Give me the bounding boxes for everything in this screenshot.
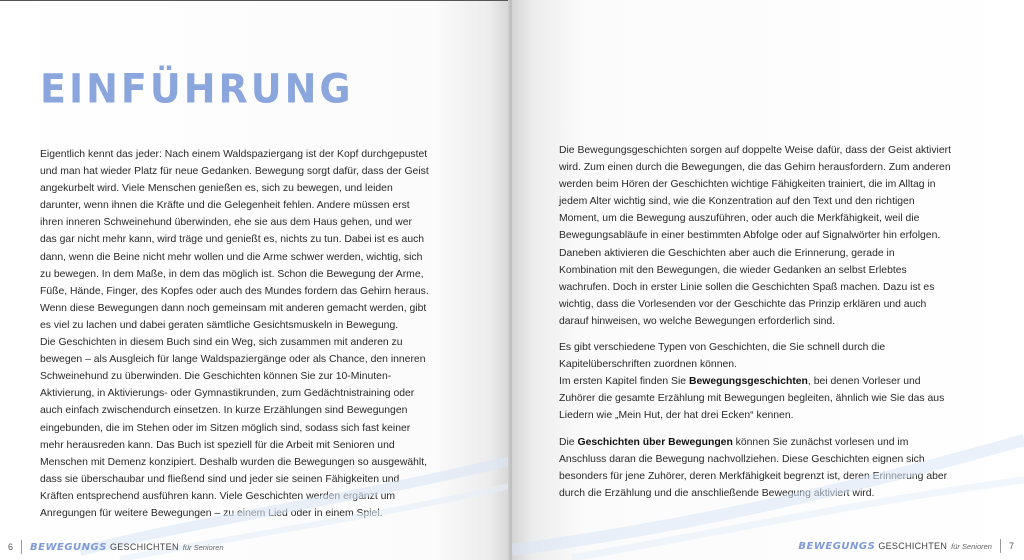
bold-term-bewegungsgeschichten: Bewegungsgeschichten xyxy=(688,376,808,388)
footer-brand-geschichten: GESCHICHTEN xyxy=(109,542,179,552)
right-text-column xyxy=(559,142,954,502)
text-span: , bei denen Vorleser und Zuhörer die gesamte Erzählung mit Bewegungen begleiten, ähnlich wie Sie das aus Liedern wie „Mein Hut, der hat drei Ecken“ kennen. xyxy=(559,376,945,422)
text-span: Die xyxy=(559,436,578,448)
footer-brand-geschichten: GESCHICHTEN xyxy=(878,541,948,551)
right-paragraph-3 xyxy=(559,373,954,424)
right-paragraph-4 xyxy=(559,434,954,502)
page-number: 7 xyxy=(1008,541,1014,551)
footer-brand-senioren: für Senioren xyxy=(951,541,992,551)
footer-brand-bewegungs: BEWEGUNGS xyxy=(30,541,107,553)
left-text-column xyxy=(40,146,430,522)
footer-brand-senioren: für Senioren xyxy=(182,542,224,552)
right-page xyxy=(512,0,1024,560)
right-paragraph-1: Die Bewegungsgeschichten sorgen auf doppelte Weise dafür, dass der Geist aktiviert wird. Zum einen durch die Bewegungen, die das Gehirn herausfordern. Zum anderen werden beim Hören der Geschichten wichtige Fähigkeiten trainiert, die im Alltag in jedem Alter wichtig sind, wie die Konzentration auf den Text und den richtigen Moment, um die Bewegung auszuführen, oder auch die Merkfähigkeit, weil die Bewegungsabläufe in einer bestimmten Abfolge oder auf Signalwörter hin erfolgen. Daneben aktivieren die Geschichten aber auch die Erinnerung, gerade in Kombination mit den Bewegungen, die wieder Gedanken an selbst Erlebtes wachrufen. Doch in erster Linie sollen die Geschichten Spaß machen. Dazu ist es wichtig, dass die Vorlesenden vor der Geschichte das Prinzip erklären und auch darauf hinweisen, wo welche Bewegungen erforderlich sind. xyxy=(559,145,951,327)
chapter-title: EINFÜHRUNG xyxy=(40,65,354,113)
footer-divider xyxy=(1000,539,1001,553)
text-span: Im ersten Kapitel finden Sie xyxy=(559,376,689,388)
text-span: können Sie zunächst vorlesen und im Anschluss daran die Bewegung nachvollziehen. Diese Geschichten eignen sich besonders für jene Zuhörer, deren Merkfähigkeit begrenzt ist, deren Erinnerung aber durch die Erzählung und die anschließende Bewegung aktiviert wird. xyxy=(559,436,948,499)
left-page-footer xyxy=(8,539,224,555)
right-paragraph-2: Es gibt verschiedene Typen von Geschichten, die Sie schnell durch die Kapitelüberschriften zuordnen können. xyxy=(559,342,886,371)
right-page-footer xyxy=(798,538,1014,554)
page-number: 6 xyxy=(8,542,14,552)
bold-term-geschichten-ueber-bewegungen: Geschichten über Bewegungen xyxy=(577,436,733,448)
footer-brand-bewegungs: BEWEGUNGS xyxy=(798,540,876,552)
left-page xyxy=(0,0,510,560)
left-paragraph-1: Eigentlich kennt das jeder: Nach einem Waldspaziergang ist der Kopf durchgepustet und man hat wieder Platz für neue Gedanken. Bewegung sorgt dafür, dass der Geist angekurbelt wird. Viele Menschen genießen es, sich zu bewegen, und leiden darunter, wenn ihnen die Kräfte und die Gelegenheit fehlen. Andere müssen erst ihren inneren Schweinehund überwinden, ehe sie aus dem Haus gehen, und wer das gar nicht mehr kann, wird träge und genießt es, nichts zu tun. Dabei ist es auch dann, wenn die Beine nicht mehr wollen und die Arme schwer werden, wichtig, sich zu bewegen. In dem Maße, in dem das möglich ist. Schon die Bewegung der Arme, Füße, Hände, Finger, des Kopfes oder auch des Mundes fordern das Gehirn heraus. Wenn diese Bewegungen dann noch gemeinsam mit anderen gemacht werden, gibt es viel zu lachen und dabei geraten sämtliche Gesichtsmuskeln in Bewegung. xyxy=(40,149,429,331)
left-paragraph-2: Die Geschichten in diesem Buch sind ein Weg, sich zusammen mit anderen zu bewegen – als Ausgleich für lange Waldspaziergänge oder als Chance, den inneren Schweinehund zu überwinden. Die Geschichten können Sie zur 10-Minuten-Aktivierung, in Aktivierungs- oder Gymnastikrunden, zum Gedächtnistraining oder auch einfach zwischendurch einsetzen. In kurze Erzählungen sind Bewegungen eingebunden, die im Stehen oder im Sitzen möglich sind, sodass sich fast keiner mehr herausreden kann. Das Buch ist speziell für die Arbeit mit Senioren und Menschen mit Demenz konzipiert. Deshalb wurden die Bewegungen so ausgewählt, dass sie überschaubar und fließend sind und jeder sie seinen Fähigkeiten und Kräften entsprechend ausführen kann. Viele Geschichten werden ergänzt um Anregungen für weitere Bewegungen – zu einem Lied oder in einem Spiel. xyxy=(40,337,427,519)
footer-divider xyxy=(21,540,22,554)
